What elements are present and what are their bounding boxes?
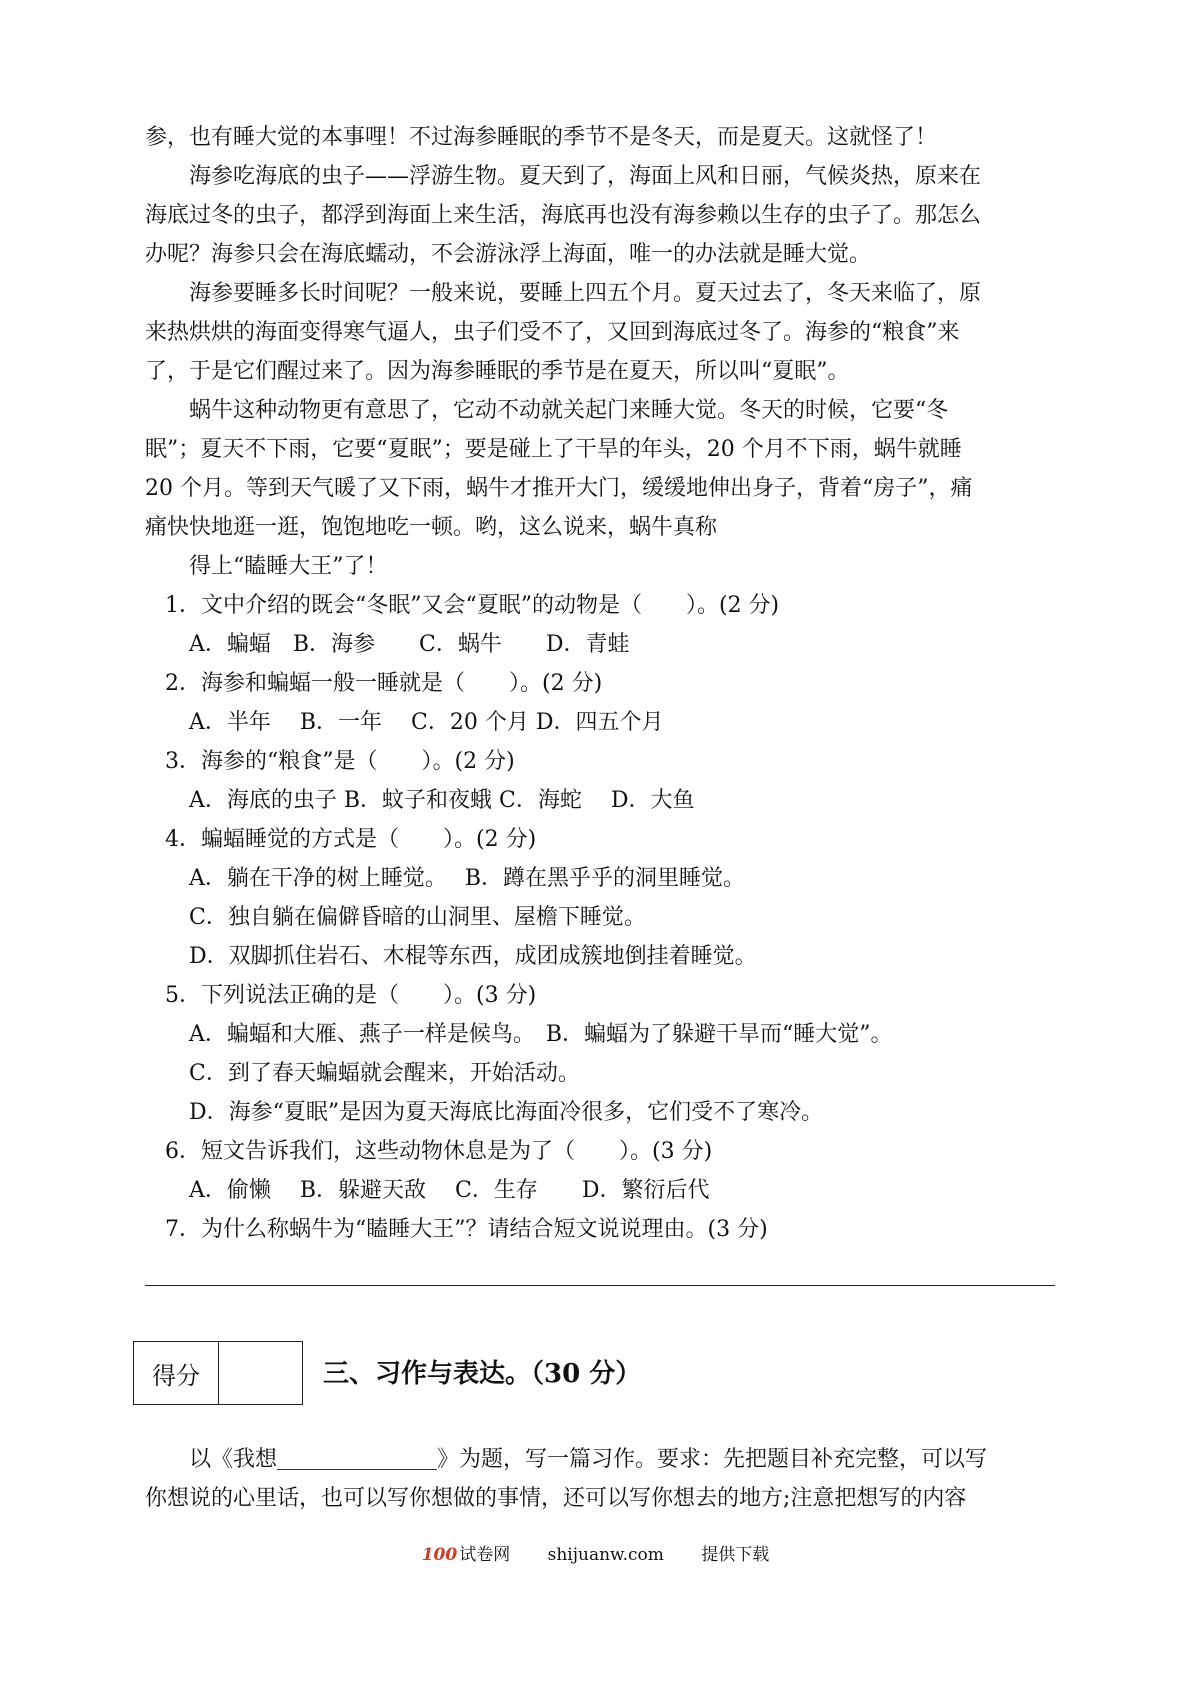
- footer-site-name: 试卷网: [459, 1545, 511, 1565]
- question-list: [145, 586, 1055, 1249]
- score-box: [133, 1341, 303, 1405]
- passage-line: 蜗牛这种动物更有意思了，它动不动就关起门来睡大觉。冬天的时候，它要“冬: [189, 398, 949, 423]
- score-blank: [219, 1342, 302, 1404]
- passage-line: 办呢？海参只会在海底蠕动，不会游泳浮上海面，唯一的办法就是睡大觉。: [145, 242, 872, 267]
- passage-line: 20 个月。等到天气暖了又下雨，蜗牛才推开大门，缓缓地伸出身子，背着“房子”，痛: [145, 476, 973, 501]
- passage-line: 参，也有睡大觉的本事哩！不过海参睡眠的季节不是冬天，而是夏天。这就怪了！: [145, 125, 938, 150]
- passage-line: 得上“瞌睡大王”了！: [189, 554, 388, 579]
- essay-prompt-start: 以《我想: [189, 1447, 278, 1472]
- question-text: 5．下列说法正确的是（ ）。(3 分): [165, 983, 537, 1008]
- passage-line: 海底过冬的虫子，都浮到海面上来生活，海底再也没有海参赖以生存的虫子了。那怎么: [145, 203, 982, 228]
- page-footer: [0, 1542, 1191, 1568]
- question-options: A．半年 B．一年 C．20 个月 D．四五个月: [189, 710, 664, 735]
- question-options: A．蝙蝠和大雁、燕子一样是候鸟。 B．蝙蝠为了躲避干旱而“睡大觉”。: [189, 1022, 893, 1047]
- question-options: D．双脚抓住岩石、木棍等东西，成团成簇地倒挂着睡觉。: [189, 944, 757, 969]
- logo: 100: [421, 1545, 458, 1565]
- question-text: 2．海参和蝙蝠一般一睡就是（ ）。(2 分): [165, 671, 603, 696]
- essay-prompt-line: 你想说的心里话，也可以写你想做的事情，还可以写你想去的地方;注意把想写的内容: [145, 1486, 967, 1511]
- title-blank: [277, 1447, 437, 1470]
- question-text: 7．为什么称蜗牛为“瞌睡大王”？请结合短文说说理由。(3 分): [165, 1217, 768, 1242]
- question-options: A．偷懒 B．躲避天敌 C．生存 D．繁衍后代: [189, 1178, 710, 1203]
- reading-passage: [145, 118, 1055, 1249]
- answer-line: [145, 1285, 1055, 1286]
- footer-url: shijuanw.com: [547, 1545, 664, 1565]
- question-options: D．海参“夏眠”是因为夏天海底比海面冷很多，它们受不了寒冷。: [189, 1100, 824, 1125]
- question-text: 4．蝙蝠睡觉的方式是（ ）。(2 分): [165, 827, 537, 852]
- passage-line: 痛快快地逛一逛，饱饱地吃一顿。哟，这么说来，蜗牛真称: [145, 515, 718, 540]
- question-options: C．到了春天蝙蝠就会醒来，开始活动。: [189, 1061, 580, 1086]
- essay-prompt-end: 》为题，写一篇习作。要求：先把题目补充完整，可以写: [437, 1447, 988, 1472]
- question-text: 6．短文告诉我们，这些动物休息是为了（ ）。(3 分): [165, 1139, 713, 1164]
- score-label: 得分: [134, 1342, 219, 1404]
- essay-prompt-line: [145, 1440, 1055, 1479]
- question-options: A．躺在干净的树上睡觉。 B．蹲在黑乎乎的洞里睡觉。: [189, 866, 746, 891]
- question-text: 1．文中介绍的既会“冬眠”又会“夏眠”的动物是（ ）。(2 分): [165, 593, 780, 618]
- section-title: 三、习作与表达。（30 分）: [323, 1359, 642, 1389]
- question-options: C．独自躺在偏僻昏暗的山洞里、屋檐下睡觉。: [189, 905, 646, 930]
- passage-line: 海参要睡多长时间呢？一般来说，要睡上四五个月。夏天过去了，冬天来临了，原: [189, 281, 982, 306]
- passage-line: 了，于是它们醒过来了。因为海参睡眠的季节是在夏天，所以叫“夏眠”。: [145, 359, 850, 384]
- passage-line: 来热烘烘的海面变得寒气逼人，虫子们受不了，又回到海底过冬了。海参的“粮食”来: [145, 320, 960, 345]
- passage-line: 海参吃海底的虫子——浮游生物。夏天到了，海面上风和日丽，气候炎热，原来在: [189, 164, 982, 189]
- passage-line: 眠”；夏天不下雨，它要“夏眠”；要是碰上了干旱的年头，20 个月不下雨，蜗牛就睡: [145, 437, 962, 462]
- question-text: 3．海参的“粮食”是（ ）。(2 分): [165, 749, 515, 774]
- essay-prompt: [145, 1440, 1055, 1518]
- question-options: A．海底的虫子 B．蚊子和夜蛾 C．海蛇 D．大鱼: [189, 788, 695, 813]
- footer-note: 提供下载: [701, 1545, 770, 1565]
- question-options: A．蝙蝠 B．海参 C．蜗牛 D．青蛙: [189, 632, 630, 657]
